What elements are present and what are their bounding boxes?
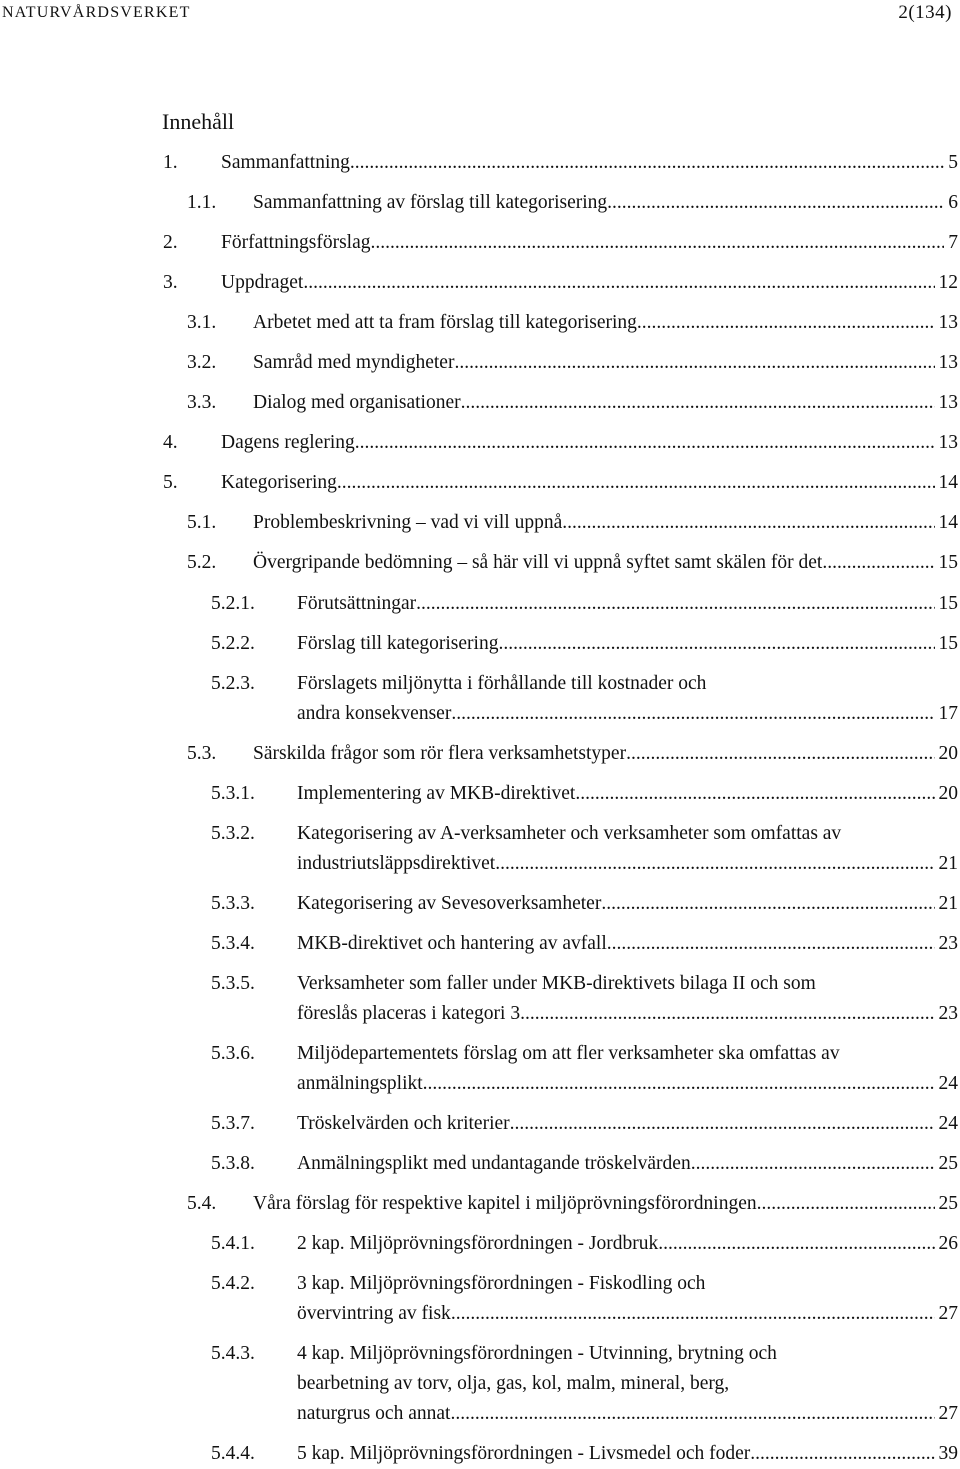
toc-entry-number: 5.2.3.	[211, 673, 255, 694]
dot-leader	[562, 508, 934, 538]
toc-entry-text	[253, 508, 958, 538]
toc-entry-text	[297, 969, 958, 1029]
toc-entry-page: 13	[938, 432, 958, 453]
toc-entry-number: 5.3.3.	[211, 893, 255, 914]
dot-leader	[607, 929, 935, 959]
toc-entry-number: 3.2.	[187, 352, 217, 373]
toc-title: Innehåll	[162, 109, 235, 134]
toc-entry-number: 5.3.2.	[211, 823, 255, 844]
page-number: 2(134)	[898, 2, 952, 23]
toc-entry-title-line: Arbetet med att ta fram förslag till kategorisering	[253, 312, 637, 333]
toc-entry-title-line: MKB-direktivet och hantering av avfall	[297, 933, 607, 954]
toc-entry-number: 3.1.	[187, 312, 217, 333]
toc-entry-text	[297, 589, 958, 619]
toc-entry-title-line: Verksamheter som faller under MKB-direktivets bilaga II och som	[297, 973, 816, 994]
toc-entry-number: 5.3.6.	[211, 1043, 255, 1064]
toc-entry-page: 14	[938, 512, 958, 533]
toc-entry-text	[297, 929, 958, 959]
toc-entry-title-line: övervintring av fisk	[297, 1303, 451, 1324]
toc-entry-text	[221, 268, 958, 298]
toc-entry-title-line: Tröskelvärden och kriterier	[297, 1113, 510, 1134]
toc-entry-page: 13	[938, 312, 958, 333]
toc-entry-title-line: Författningsförslag	[221, 232, 371, 253]
toc-entry-number: 5.2.2.	[211, 633, 255, 654]
toc-entry-title-line: Förslagets miljönytta i förhållande till kostnader och	[297, 673, 707, 694]
toc-entry-title-line: Förutsättningar	[297, 593, 417, 614]
toc-entry-page: 23	[938, 933, 958, 954]
toc-entry-page: 24	[938, 1113, 958, 1134]
toc-entry-page: 20	[938, 743, 958, 764]
toc-entry-text	[297, 1149, 958, 1179]
toc-entry-number: 5.4.1.	[211, 1233, 255, 1254]
toc-entry-text	[221, 228, 958, 258]
toc-entry-page: 15	[938, 593, 958, 614]
toc-entry-number: 5.3.	[187, 743, 217, 764]
toc-entry-number: 5.2.	[187, 552, 217, 573]
toc-entry-text	[297, 1339, 958, 1429]
toc-entry-page: 7	[948, 232, 958, 253]
toc-entry-page: 15	[938, 633, 958, 654]
toc-entry-text	[253, 308, 958, 338]
toc-entry-title-line: Särskilda frågor som rör flera verksamhetstyper	[253, 743, 627, 764]
dot-leader	[607, 188, 944, 218]
toc-entry-number: 3.3.	[187, 392, 217, 413]
toc-entry-text	[297, 669, 958, 729]
toc-entry-text	[253, 1189, 958, 1219]
toc-entry-title-line: 4 kap. Miljöprövningsförordningen - Utvinning, brytning och	[297, 1343, 777, 1364]
toc-entry-text	[297, 819, 958, 879]
toc-entry-number: 5.3.4.	[211, 933, 255, 954]
toc-entry-title-line: Kategorisering av Sevesoverksamheter	[297, 893, 602, 914]
toc-entry-number: 5.	[163, 472, 178, 493]
toc-entry-text	[253, 348, 958, 378]
dot-leader	[337, 468, 935, 498]
toc-entry-page: 39	[938, 1443, 958, 1464]
toc-entry-page: 15	[938, 552, 958, 573]
toc-entry-title-line: Kategorisering	[221, 472, 337, 493]
dot-leader	[626, 739, 934, 769]
toc-entry-text	[297, 779, 958, 809]
toc-entry-title-line: Problembeskrivning – vad vi vill uppnå	[253, 512, 563, 533]
toc-entry-title-line: Dialog med organisationer	[253, 392, 461, 413]
toc-entry-page: 21	[938, 853, 958, 874]
toc-entry-title-line: Förslag till kategorisering	[297, 633, 499, 654]
toc-entry-page: 27	[938, 1403, 958, 1424]
dot-leader	[451, 1299, 935, 1329]
toc-entry-page: 24	[938, 1073, 958, 1094]
dot-leader	[461, 388, 935, 418]
dot-leader	[750, 1439, 934, 1469]
toc-entry-title-line: Uppdraget	[221, 272, 304, 293]
dot-leader	[637, 308, 935, 338]
toc-entry-number: 3.	[163, 272, 178, 293]
dot-leader	[450, 1399, 934, 1429]
toc-entry-title-line: 3 kap. Miljöprövningsförordningen - Fiskodling och	[297, 1273, 706, 1294]
dot-leader	[658, 1229, 934, 1259]
dot-leader	[520, 999, 934, 1029]
toc-entry-number: 1.1.	[187, 192, 217, 213]
toc-entry-title-line: Implementering av MKB-direktivet	[297, 783, 576, 804]
toc-entry-page: 25	[938, 1193, 958, 1214]
toc-entry-title-line: Sammanfattning av förslag till kategorisering	[253, 192, 608, 213]
toc-entry-title-line: 2 kap. Miljöprövningsförordningen - Jordbruk	[297, 1233, 659, 1254]
toc-entry-title-line: Dagens reglering	[221, 432, 355, 453]
dot-leader	[510, 1109, 935, 1139]
toc-entry-number: 5.4.2.	[211, 1273, 255, 1294]
organization-name: NATURVÅRDSVERKET	[2, 4, 191, 21]
toc-entry-number: 5.4.	[187, 1193, 217, 1214]
dot-leader	[451, 699, 934, 729]
dot-leader	[423, 1069, 935, 1099]
dot-leader	[416, 589, 934, 619]
toc-entry-title-line: Sammanfattning	[221, 152, 350, 173]
toc-entry-number: 5.1.	[187, 512, 217, 533]
toc-entry-text	[297, 1039, 958, 1099]
toc-entry-text	[253, 548, 958, 578]
toc-entry-page: 21	[938, 893, 958, 914]
toc-entry-number: 5.3.8.	[211, 1153, 255, 1174]
toc-entry-page: 12	[938, 272, 958, 293]
toc-entry-title-line: Anmälningsplikt med undantagande tröskelvärden	[297, 1153, 691, 1174]
toc-entry-text	[221, 468, 958, 498]
toc-entry-text	[297, 889, 958, 919]
page-header	[0, 2, 960, 26]
dot-leader	[495, 849, 934, 879]
toc-entry-number: 5.2.1.	[211, 593, 255, 614]
toc-entry-page: 13	[938, 352, 958, 373]
dot-leader	[691, 1149, 935, 1179]
dot-leader	[757, 1189, 935, 1219]
toc-entry-page: 25	[938, 1153, 958, 1174]
toc-entry-text	[297, 1269, 958, 1329]
toc-entry-text	[297, 1439, 958, 1469]
toc-entry-title-line: Kategorisering av A-verksamheter och verksamheter som omfattas av	[297, 823, 842, 844]
toc-entry-page: 26	[938, 1233, 958, 1254]
toc-entry-title-line: Övergripande bedömning – så här vill vi uppnå syftet samt skälen för det	[253, 552, 823, 573]
toc-entry-title-line: Våra förslag för respektive kapitel i miljöprövningsförordningen	[253, 1193, 757, 1214]
toc-entry-text	[297, 1229, 958, 1259]
toc-entry-title-line: bearbetning av torv, olja, gas, kol, malm, mineral, berg,	[297, 1373, 730, 1394]
toc-entry-number: 5.4.4.	[211, 1443, 255, 1464]
toc-entry-title-line: 5 kap. Miljöprövningsförordningen - Livsmedel och foder	[297, 1443, 751, 1464]
dot-leader	[601, 889, 934, 919]
toc-entry-text	[297, 629, 958, 659]
toc-entry-number: 5.4.3.	[211, 1343, 255, 1364]
toc-entry-page: 17	[938, 703, 958, 724]
toc-entry-number: 5.3.7.	[211, 1113, 255, 1134]
toc-entry-title-line: andra konsekvenser	[297, 703, 452, 724]
toc-entry-number: 1.	[163, 152, 178, 173]
toc-entry-text	[253, 388, 958, 418]
toc-entry-title-line: anmälningsplikt	[297, 1073, 423, 1094]
dot-leader	[303, 268, 934, 298]
toc-entry-page: 23	[938, 1003, 958, 1024]
toc-entry-number: 4.	[163, 432, 178, 453]
toc-entry-page: 27	[938, 1303, 958, 1324]
dot-leader	[498, 629, 934, 659]
toc-entry-title-line: naturgrus och annat	[297, 1403, 451, 1424]
dot-leader	[822, 548, 934, 578]
toc-entry-text	[253, 739, 958, 769]
dot-leader	[355, 428, 935, 458]
dot-leader	[575, 779, 934, 809]
toc-entry-number: 5.3.1.	[211, 783, 255, 804]
toc-entry-number: 5.3.5.	[211, 973, 255, 994]
toc-entry-text	[253, 188, 958, 218]
dot-leader	[350, 148, 944, 178]
dot-leader	[370, 228, 944, 258]
toc-entry-title-line: industriutsläppsdirektivet	[297, 853, 496, 874]
toc-entry-page: 14	[938, 472, 958, 493]
toc-entry-title-line: Miljödepartementets förslag om att fler verksamheter ska omfattas av	[297, 1043, 840, 1064]
toc-entry-title-line: Samråd med myndigheter	[253, 352, 455, 373]
toc-entry-page: 20	[938, 783, 958, 804]
toc-entry-text	[297, 1109, 958, 1139]
toc-entry-page: 13	[938, 392, 958, 413]
toc-entry-page: 6	[948, 192, 958, 213]
dot-leader	[454, 348, 934, 378]
toc-entry-number: 2.	[163, 232, 178, 253]
toc-entry-text	[221, 428, 958, 458]
toc-entry-text	[221, 148, 958, 178]
toc-entry-page: 5	[948, 152, 958, 173]
toc-entry-title-line: föreslås placeras i kategori 3	[297, 1003, 521, 1024]
